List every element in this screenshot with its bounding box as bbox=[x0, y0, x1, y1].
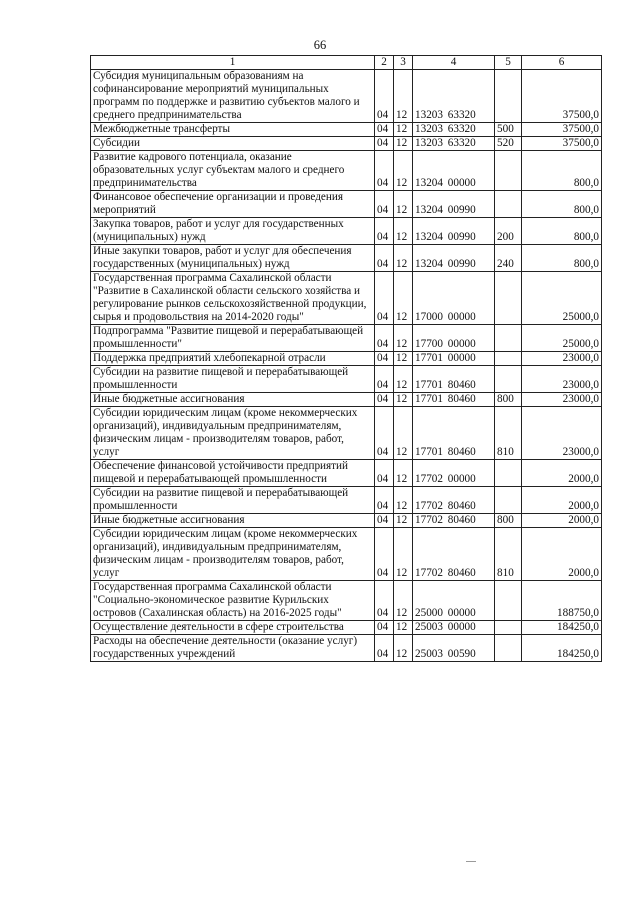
table-row bbox=[91, 514, 602, 528]
target-article-cell: 13203 63320 bbox=[413, 137, 495, 151]
amount-cell: 2000,0 bbox=[522, 487, 602, 514]
row-name-cell: Субсидии юридическим лицам (кроме некоммерческих организаций), индивидуальным предпринимателям, физическим лицам - производителям товаров, работ, услуг bbox=[91, 407, 375, 460]
amount-cell: 37500,0 bbox=[522, 123, 602, 137]
subsection-cell: 12 bbox=[394, 393, 413, 407]
target-article-cell: 17000 00000 bbox=[413, 272, 495, 325]
table-row bbox=[91, 325, 602, 352]
table-row bbox=[91, 528, 602, 581]
subsection-cell: 12 bbox=[394, 460, 413, 487]
row-name-cell: Субсидия муниципальным образованиям на софинансирование мероприятий муниципальных программ по поддержке и развитию субъектов малого и среднего предпринимательства bbox=[91, 70, 375, 123]
table-row bbox=[91, 581, 602, 621]
table-row bbox=[91, 393, 602, 407]
amount-cell: 37500,0 bbox=[522, 137, 602, 151]
section-cell: 04 bbox=[375, 514, 394, 528]
amount-cell: 23000,0 bbox=[522, 407, 602, 460]
expense-type-cell bbox=[495, 191, 522, 218]
subsection-cell: 12 bbox=[394, 407, 413, 460]
row-name-cell: Поддержка предприятий хлебопекарной отрасли bbox=[91, 352, 375, 366]
expense-type-cell bbox=[495, 366, 522, 393]
expense-type-cell bbox=[495, 70, 522, 123]
amount-cell: 188750,0 bbox=[522, 581, 602, 621]
expense-type-cell: 240 bbox=[495, 245, 522, 272]
subsection-cell: 12 bbox=[394, 272, 413, 325]
row-name-cell: Подпрограмма "Развитие пищевой и перерабатывающей промышленности" bbox=[91, 325, 375, 352]
section-cell: 04 bbox=[375, 635, 394, 662]
expense-type-cell bbox=[495, 621, 522, 635]
scan-speck bbox=[466, 861, 476, 862]
subsection-cell: 12 bbox=[394, 123, 413, 137]
section-cell: 04 bbox=[375, 407, 394, 460]
row-name-cell: Иные бюджетные ассигнования bbox=[91, 514, 375, 528]
target-article-cell: 17702 00000 bbox=[413, 460, 495, 487]
row-name-cell: Осуществление деятельности в сфере строительства bbox=[91, 621, 375, 635]
section-cell: 04 bbox=[375, 325, 394, 352]
subsection-cell: 12 bbox=[394, 621, 413, 635]
subsection-cell: 12 bbox=[394, 245, 413, 272]
section-cell: 04 bbox=[375, 366, 394, 393]
subsection-cell: 12 bbox=[394, 635, 413, 662]
expense-type-cell bbox=[495, 272, 522, 325]
row-name-cell: Обеспечение финансовой устойчивости предприятий пищевой и перерабатывающей промышленности bbox=[91, 460, 375, 487]
target-article-cell: 17701 80460 bbox=[413, 407, 495, 460]
amount-cell: 800,0 bbox=[522, 151, 602, 191]
target-article-cell: 17702 80460 bbox=[413, 528, 495, 581]
header-cell: 5 bbox=[495, 56, 522, 70]
header-cell: 3 bbox=[394, 56, 413, 70]
section-cell: 04 bbox=[375, 393, 394, 407]
subsection-cell: 12 bbox=[394, 191, 413, 218]
expense-type-cell bbox=[495, 635, 522, 662]
target-article-cell: 13203 63320 bbox=[413, 123, 495, 137]
budget-table bbox=[90, 55, 602, 662]
target-article-cell: 13204 00990 bbox=[413, 191, 495, 218]
section-cell: 04 bbox=[375, 191, 394, 218]
amount-cell: 800,0 bbox=[522, 191, 602, 218]
row-name-cell: Субсидии на развитие пищевой и перерабатывающей промышленности bbox=[91, 366, 375, 393]
expense-type-cell bbox=[495, 352, 522, 366]
table-body bbox=[91, 70, 602, 662]
subsection-cell: 12 bbox=[394, 528, 413, 581]
table-row bbox=[91, 245, 602, 272]
section-cell: 04 bbox=[375, 70, 394, 123]
section-cell: 04 bbox=[375, 621, 394, 635]
amount-cell: 23000,0 bbox=[522, 366, 602, 393]
target-article-cell: 17702 80460 bbox=[413, 514, 495, 528]
table-row bbox=[91, 218, 602, 245]
section-cell: 04 bbox=[375, 245, 394, 272]
subsection-cell: 12 bbox=[394, 366, 413, 393]
expense-type-cell: 810 bbox=[495, 528, 522, 581]
subsection-cell: 12 bbox=[394, 514, 413, 528]
target-article-cell: 17701 00000 bbox=[413, 352, 495, 366]
subsection-cell: 12 bbox=[394, 487, 413, 514]
subsection-cell: 12 bbox=[394, 325, 413, 352]
amount-cell: 2000,0 bbox=[522, 528, 602, 581]
row-name-cell: Развитие кадрового потенциала, оказание образовательных услуг субъектам малого и среднего предпринимательства bbox=[91, 151, 375, 191]
target-article-cell: 17701 80460 bbox=[413, 366, 495, 393]
section-cell: 04 bbox=[375, 487, 394, 514]
expense-type-cell: 500 bbox=[495, 123, 522, 137]
page-number: 66 bbox=[313, 38, 327, 52]
amount-cell: 800,0 bbox=[522, 218, 602, 245]
row-name-cell: Закупка товаров, работ и услуг для государственных (муниципальных) нужд bbox=[91, 218, 375, 245]
table-row bbox=[91, 151, 602, 191]
table-row bbox=[91, 272, 602, 325]
subsection-cell: 12 bbox=[394, 581, 413, 621]
amount-cell: 800,0 bbox=[522, 245, 602, 272]
row-name-cell: Субсидии на развитие пищевой и перерабатывающей промышленности bbox=[91, 487, 375, 514]
amount-cell: 23000,0 bbox=[522, 352, 602, 366]
row-name-cell: Расходы на обеспечение деятельности (оказание услуг) государственных учреждений bbox=[91, 635, 375, 662]
expense-type-cell: 800 bbox=[495, 514, 522, 528]
row-name-cell: Финансовое обеспечение организации и проведения мероприятий bbox=[91, 191, 375, 218]
table-row bbox=[91, 70, 602, 123]
target-article-cell: 13204 00000 bbox=[413, 151, 495, 191]
section-cell: 04 bbox=[375, 151, 394, 191]
amount-cell: 184250,0 bbox=[522, 635, 602, 662]
table-row bbox=[91, 123, 602, 137]
amount-cell: 2000,0 bbox=[522, 514, 602, 528]
row-name-cell: Государственная программа Сахалинской области "Социально-экономическое развитие Курильских островов (Сахалинская область) на 2016-2025 годы" bbox=[91, 581, 375, 621]
target-article-cell: 25003 00000 bbox=[413, 621, 495, 635]
section-cell: 04 bbox=[375, 460, 394, 487]
amount-cell: 37500,0 bbox=[522, 70, 602, 123]
target-article-cell: 25003 00590 bbox=[413, 635, 495, 662]
row-name-cell: Иные бюджетные ассигнования bbox=[91, 393, 375, 407]
subsection-cell: 12 bbox=[394, 137, 413, 151]
section-cell: 04 bbox=[375, 218, 394, 245]
row-name-cell: Иные закупки товаров, работ и услуг для обеспечения государственных (муниципальных) нужд bbox=[91, 245, 375, 272]
section-cell: 04 bbox=[375, 528, 394, 581]
target-article-cell: 17702 80460 bbox=[413, 487, 495, 514]
table-row bbox=[91, 487, 602, 514]
section-cell: 04 bbox=[375, 123, 394, 137]
header-cell: 1 bbox=[91, 56, 375, 70]
amount-cell: 184250,0 bbox=[522, 621, 602, 635]
amount-cell: 25000,0 bbox=[522, 325, 602, 352]
table-row bbox=[91, 635, 602, 662]
expense-type-cell bbox=[495, 487, 522, 514]
target-article-cell: 17700 00000 bbox=[413, 325, 495, 352]
header-cell: 4 bbox=[413, 56, 495, 70]
expense-type-cell: 810 bbox=[495, 407, 522, 460]
row-name-cell: Межбюджетные трансферты bbox=[91, 123, 375, 137]
table-row bbox=[91, 407, 602, 460]
section-cell: 04 bbox=[375, 272, 394, 325]
row-name-cell: Субсидии юридическим лицам (кроме некоммерческих организаций), индивидуальным предпринимателям, физическим лицам - производителям товаров, работ, услуг bbox=[91, 528, 375, 581]
table-row bbox=[91, 366, 602, 393]
section-cell: 04 bbox=[375, 137, 394, 151]
expense-type-cell bbox=[495, 151, 522, 191]
target-article-cell: 13204 00990 bbox=[413, 245, 495, 272]
subsection-cell: 12 bbox=[394, 352, 413, 366]
row-name-cell: Субсидии bbox=[91, 137, 375, 151]
header-cell: 2 bbox=[375, 56, 394, 70]
table-row bbox=[91, 460, 602, 487]
subsection-cell: 12 bbox=[394, 218, 413, 245]
expense-type-cell: 200 bbox=[495, 218, 522, 245]
table-row bbox=[91, 621, 602, 635]
table-row bbox=[91, 191, 602, 218]
expense-type-cell: 520 bbox=[495, 137, 522, 151]
header-cell: 6 bbox=[522, 56, 602, 70]
subsection-cell: 12 bbox=[394, 70, 413, 123]
amount-cell: 25000,0 bbox=[522, 272, 602, 325]
table-row bbox=[91, 352, 602, 366]
header-row bbox=[91, 56, 602, 70]
expense-type-cell: 800 bbox=[495, 393, 522, 407]
section-cell: 04 bbox=[375, 352, 394, 366]
row-name-cell: Государственная программа Сахалинской области "Развитие в Сахалинской области сельского хозяйства и регулирование рынков сельскохозяйственной продукции, сырья и продовольствия на 2014-2020 годы" bbox=[91, 272, 375, 325]
expense-type-cell bbox=[495, 581, 522, 621]
amount-cell: 2000,0 bbox=[522, 460, 602, 487]
target-article-cell: 17701 80460 bbox=[413, 393, 495, 407]
target-article-cell: 13204 00990 bbox=[413, 218, 495, 245]
table-row bbox=[91, 137, 602, 151]
target-article-cell: 25000 00000 bbox=[413, 581, 495, 621]
amount-cell: 23000,0 bbox=[522, 393, 602, 407]
subsection-cell: 12 bbox=[394, 151, 413, 191]
expense-type-cell bbox=[495, 325, 522, 352]
target-article-cell: 13203 63320 bbox=[413, 70, 495, 123]
section-cell: 04 bbox=[375, 581, 394, 621]
expense-type-cell bbox=[495, 460, 522, 487]
